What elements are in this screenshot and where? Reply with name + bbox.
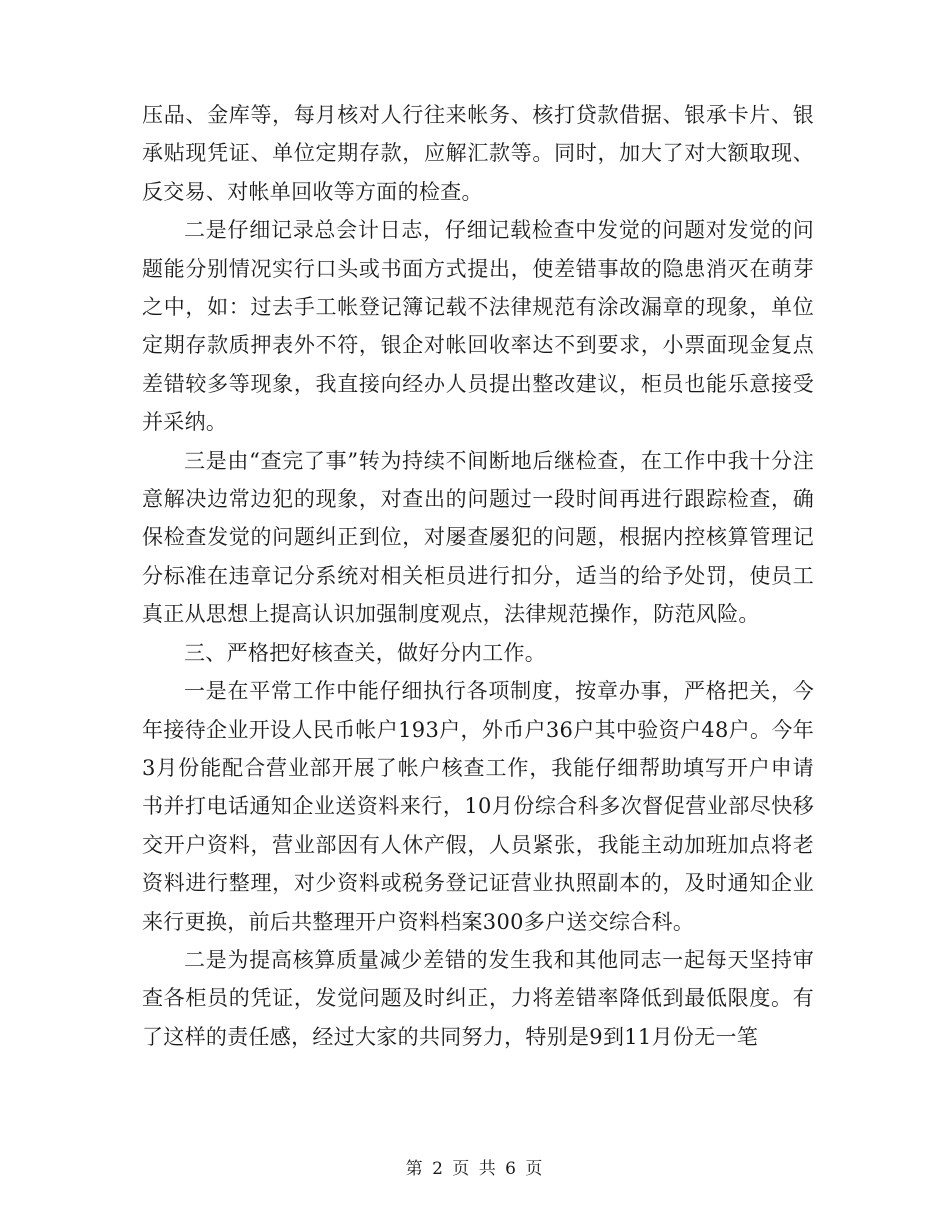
paragraph-point-two-review: 二是为提高核算质量减少差错的发生我和其他同志一起每天坚持审查各柜员的凭证，发觉问题及时纠正，力将差错率降低到最低限度。有了这样的责任感，经过大家的共同努力，特别是9到11月份无一笔 [142,947,814,1049]
document-body [142,96,814,1056]
page-number-footer: 第 2 页 共 6 页 [405,1159,545,1179]
paragraph-continuation: 压品、金库等，每月核对人行往来帐务、核打贷款借据、银承卡片、银承贴现凭证、单位定期存款，应解汇款等。同时，加大了对大额取现、反交易、对帐单回收等方面的检查。 [142,103,814,204]
paragraph-point-three-followup: 三是由“查完了事”转为持续不间断地后继检查，在工作中我十分注意解决边常边犯的现象，对查出的问题过一段时间再进行跟踪检查，确保检查发觉的问题纠正到位，对屡查屡犯的问题，根据内控核算管理记分标准在违章记分系统对相关柜员进行扣分，适当的给予处罚，使员工真正从思想上提高认识加强制度观点，法律规范操作，防范风险。 [142,448,814,627]
section-heading-three: 三、严格把好核查关，做好分内工作。 [184,640,547,665]
paragraph-point-one-accounts: 一是在平常工作中能仔细执行各项制度，按章办事，严格把关，今年接待企业开设人民币帐户193户，外币户36户其中验资户48户。今年3月份能配合营业部开展了帐户核查工作，我能仔细帮助填写开户申请书并打电话通知企业送资料来行，10月份综合科多次督促营业部尽快移交开户资料，营业部因有人休产假，人员紧张，我能主动加班加点将老资料进行整理，对少资料或税务登记证营业执照副本的，及时通知企业来行更换，前后共整理开户资料档案300多户送交综合科。 [142,679,814,934]
paragraph-point-two-log: 二是仔细记录总会计日志，仔细记载检查中发觉的问题对发觉的问题能分别情况实行口头或书面方式提出，使差错事故的隐患消灭在萌芽之中，如：过去手工帐登记簿记载不法律规范有涂改漏章的现象，单位定期存款质押表外不符，银企对帐回收率达不到要求，小票面现金复点差错较多等现象，我直接向经办人员提出整改建议，柜员也能乐意接受并采纳。 [142,218,814,435]
